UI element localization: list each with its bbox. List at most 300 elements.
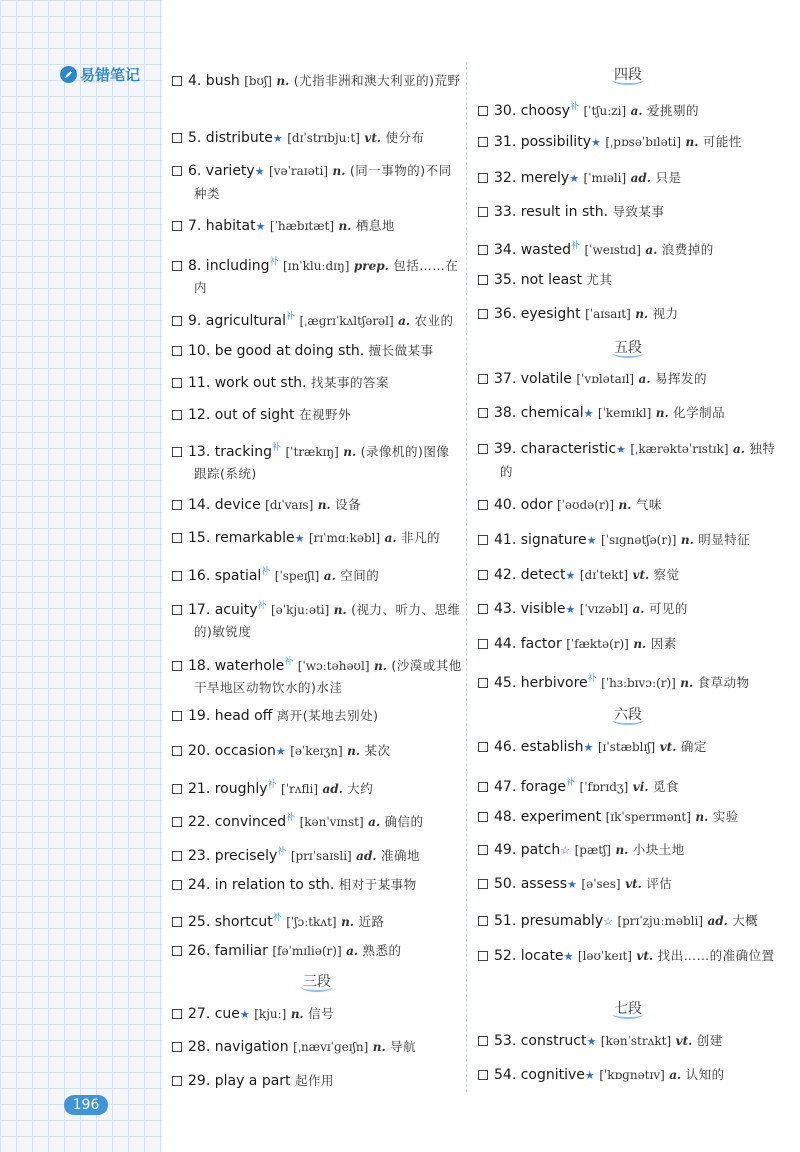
part-of-speech: n. (276, 74, 290, 88)
meaning: 可能性 (702, 134, 742, 149)
meaning: 离开(某地去别处) (276, 708, 379, 723)
meaning: 包括……在内 (194, 258, 459, 295)
vocab-word: 26. familiar (188, 943, 268, 959)
part-of-speech: vt. (675, 1034, 693, 1048)
vocab-word: 16. spatial (188, 568, 262, 584)
section-title: 六段 (614, 707, 642, 723)
column-divider (466, 62, 467, 1092)
vocab-entry (172, 740, 462, 763)
phonetic: [ləʊˈkeɪt] (577, 949, 632, 963)
part-of-speech: n. (680, 533, 694, 547)
vocab-entry (478, 494, 778, 516)
supplement-mark: 补 (571, 241, 581, 251)
section-title: 五段 (614, 340, 642, 356)
phonetic: [ˈfæktə(r)] (566, 637, 629, 651)
phonetic: [vəˈraɪəti] (269, 164, 329, 178)
part-of-speech: n. (341, 915, 354, 929)
checkbox[interactable] (172, 261, 182, 271)
supplement-mark: 补 (269, 257, 279, 267)
phonetic: [kənˈstrʌkt] (600, 1034, 672, 1048)
meaning: 空间的 (340, 568, 380, 583)
part-of-speech: a. (384, 531, 397, 545)
meaning: 农业的 (414, 313, 454, 328)
vocab-word: 32. merely (494, 170, 570, 186)
meaning: 准确地 (380, 848, 420, 863)
section-heading (478, 998, 778, 1018)
vocab-word: 54. cognitive (494, 1067, 585, 1083)
part-of-speech: n. (695, 810, 709, 824)
meaning: 确定 (680, 739, 707, 754)
part-of-speech: vt. (625, 877, 642, 891)
part-of-speech: a. (733, 442, 745, 456)
checkbox[interactable] (172, 946, 182, 956)
vocab-word: 20. occasion (188, 743, 276, 759)
supplement-mark: 补 (261, 567, 271, 577)
vocab-entry (172, 1070, 462, 1092)
phonetic: [dɪˈstrɪbjuːt] (287, 131, 360, 145)
vocab-entry (172, 437, 462, 485)
vocab-word: 25. shortcut (188, 914, 273, 930)
vocab-entry (478, 1064, 778, 1087)
phonetic: [pætʃ] (574, 843, 611, 857)
part-of-speech: n. (685, 135, 699, 149)
vocab-entry (172, 907, 462, 933)
part-of-speech: n. (615, 843, 629, 857)
logo-text: 易错笔记 (80, 66, 141, 84)
vocab-entry (172, 160, 462, 205)
checkbox[interactable] (172, 76, 182, 86)
star-icon: ★ (586, 1035, 597, 1048)
vocab-word: 29. play a part (188, 1073, 291, 1089)
vocab-entry (478, 1030, 778, 1053)
vocab-word: 6. variety (188, 163, 255, 179)
vocab-entry (172, 841, 462, 867)
vocab-entry (172, 1036, 462, 1058)
phonetic: [ˈvɪzəbl] (579, 602, 629, 616)
phonetic: [ˈwɔːtəhəʊl] (297, 659, 370, 673)
checkbox[interactable] (172, 571, 182, 581)
checkbox[interactable] (172, 746, 182, 756)
vocab-entry (172, 215, 462, 238)
checkbox[interactable] (172, 500, 182, 510)
meaning: 找某事的答案 (310, 375, 389, 390)
vocab-word: 7. habitat (188, 218, 256, 234)
vocab-entry (172, 306, 462, 332)
star-icon: ★ (255, 220, 266, 233)
meaning: 确信的 (384, 814, 424, 829)
vocab-entry (172, 940, 462, 962)
vocab-word: 22. convinced (188, 814, 287, 830)
vocab-entry (172, 807, 462, 833)
vocab-entry (478, 772, 778, 798)
meaning: 相对于某事物 (338, 877, 417, 892)
phonetic: [ˌnævɪˈɡeɪʃn] (293, 1040, 369, 1054)
meaning: 认知的 (685, 1067, 725, 1082)
phonetic: [ˌpɒsəˈbɪləti] (605, 135, 682, 149)
phonetic: [dɪˈtekt] (579, 568, 629, 582)
meaning: 某次 (364, 743, 391, 758)
phonetic: [fəˈmɪliə(r)] (272, 944, 342, 958)
meaning: 信号 (308, 1006, 335, 1021)
meaning: 导航 (390, 1039, 417, 1054)
part-of-speech: a. (368, 815, 381, 829)
vocab-word: 45. herbivore (494, 675, 588, 691)
vocab-entry (172, 494, 462, 516)
part-of-speech: a. (346, 944, 359, 958)
checkbox[interactable] (478, 245, 488, 255)
meaning: 只是 (655, 170, 682, 185)
vocab-word: 19. head off (188, 708, 273, 724)
star-icon: ☆ (603, 915, 613, 928)
meaning: (录像机的)图像跟踪(系统) (194, 444, 450, 481)
vocab-entry (478, 368, 778, 390)
part-of-speech: vt. (636, 949, 654, 963)
vocab-entry (172, 561, 462, 587)
section-heading (172, 971, 462, 991)
supplement-mark: 补 (284, 657, 294, 667)
vocab-entry (478, 598, 778, 621)
checkbox[interactable] (478, 879, 488, 889)
part-of-speech: vt. (364, 131, 382, 145)
phonetic: [ɪkˈsperɪmənt] (605, 810, 691, 824)
meaning: 近路 (358, 914, 385, 929)
checkbox[interactable] (478, 570, 488, 580)
part-of-speech: n. (343, 445, 357, 459)
vocab-word: 30. choosy (494, 103, 570, 119)
phonetic: [prɪˈsaɪsli] (290, 849, 352, 863)
page-number: 196 (64, 1095, 108, 1115)
vocab-word: 28. navigation (188, 1039, 289, 1055)
phonetic: [dɪˈvaɪs] (265, 498, 314, 512)
supplement-mark: 补 (277, 847, 287, 857)
vocab-word: 12. out of sight (188, 407, 295, 423)
meaning: 易挥发的 (654, 371, 707, 386)
phonetic: [ˈaɪsaɪt] (585, 307, 631, 321)
checkbox[interactable] (172, 166, 182, 176)
checkbox[interactable] (478, 916, 488, 926)
phonetic: [ˈkɒɡnətɪv] (599, 1068, 665, 1082)
meaning: 熟悉的 (362, 943, 402, 958)
meaning: 找出……的准确位置 (657, 948, 775, 963)
vocab-word: 44. factor (494, 636, 562, 652)
checkbox[interactable] (172, 133, 182, 143)
meaning: 化学制品 (673, 405, 726, 420)
vocab-word: 11. work out sth. (188, 375, 307, 391)
checkbox[interactable] (172, 1009, 182, 1019)
vocab-entry (478, 96, 778, 122)
vocab-word: 24. in relation to sth. (188, 877, 335, 893)
star-icon: ★ (272, 132, 283, 145)
vocab-entry (172, 774, 462, 800)
checkbox[interactable] (478, 106, 488, 116)
section-title: 三段 (303, 974, 331, 990)
meaning: (沙漠或其他干旱地区动物饮水的)水洼 (194, 658, 462, 695)
vocab-word: 5. distribute (188, 130, 273, 146)
part-of-speech: n. (317, 498, 331, 512)
checkbox[interactable] (478, 444, 488, 454)
part-of-speech: ad. (707, 914, 728, 928)
vocab-word: 43. visible (494, 601, 566, 617)
vocab-entry (172, 372, 462, 394)
meaning: 大约 (347, 781, 374, 796)
checkbox[interactable] (478, 951, 488, 961)
phonetic: [ˈweɪstɪd] (584, 243, 641, 257)
vocab-entry (478, 201, 778, 223)
meaning: 评估 (646, 876, 673, 891)
checkbox[interactable] (478, 1036, 488, 1046)
checkbox[interactable] (478, 812, 488, 822)
checkbox[interactable] (478, 374, 488, 384)
checkbox[interactable] (172, 711, 182, 721)
star-icon: ★ (565, 569, 576, 582)
vocab-word: 38. chemical (494, 405, 584, 421)
vocab-entry (478, 633, 778, 655)
part-of-speech: n. (655, 406, 669, 420)
checkbox[interactable] (478, 1070, 488, 1080)
phonetic: [ˌæɡrɪˈkʌltʃərəl] (299, 314, 394, 328)
vocab-entry (478, 303, 778, 325)
vocab-word: 40. odor (494, 497, 553, 513)
checkbox[interactable] (172, 316, 182, 326)
part-of-speech: n. (618, 498, 632, 512)
part-of-speech: n. (338, 219, 352, 233)
phonetic: [ˈvɒlətaɪl] (576, 372, 635, 386)
checkbox[interactable] (478, 742, 488, 752)
part-of-speech: ad. (630, 171, 651, 185)
pen-icon (60, 66, 77, 83)
checkbox[interactable] (172, 1076, 182, 1086)
supplement-mark: 补 (566, 778, 576, 788)
meaning: 视力 (652, 306, 679, 321)
vocab-word: 17. acuity (188, 602, 258, 618)
part-of-speech: a. (398, 314, 411, 328)
vocab-word: 39. characteristic (494, 441, 617, 457)
vocab-entry (478, 873, 778, 896)
phonetic: [ˈhæbɪtæt] (269, 219, 335, 233)
checkbox[interactable] (478, 137, 488, 147)
supplement-mark: 补 (272, 913, 282, 923)
meaning: 使分布 (385, 130, 425, 145)
checkbox[interactable] (478, 845, 488, 855)
checkbox[interactable] (172, 221, 182, 231)
vocab-word: 52. locate (494, 948, 564, 964)
vocab-entry (478, 806, 778, 828)
phonetic: [prɪˈzjuːməbli] (617, 914, 704, 928)
meaning: 大概 (732, 913, 759, 928)
part-of-speech: a. (630, 104, 643, 118)
supplement-mark: 补 (272, 443, 282, 453)
section-heading (478, 337, 778, 357)
vocab-word: 53. construct (494, 1033, 587, 1049)
vocab-entry (172, 404, 462, 426)
meaning: 小块土地 (632, 842, 685, 857)
part-of-speech: n. (332, 164, 346, 178)
star-icon: ★ (583, 407, 594, 420)
phonetic: [ˈrʌfli] (281, 782, 319, 796)
star-icon: ☆ (560, 844, 571, 857)
vocab-word: 42. detect (494, 567, 566, 583)
vocab-entry (478, 235, 778, 261)
checkbox[interactable] (172, 661, 182, 671)
checkbox[interactable] (478, 782, 488, 792)
phonetic: [rɪˈmɑːkəbl] (308, 531, 381, 545)
part-of-speech: a. (632, 602, 645, 616)
checkbox[interactable] (478, 207, 488, 217)
checkbox[interactable] (172, 533, 182, 543)
phonetic: [ˈfɒrɪdʒ] (579, 780, 629, 794)
checkbox[interactable] (172, 346, 182, 356)
star-icon: ★ (563, 950, 574, 963)
checkbox[interactable] (478, 408, 488, 418)
checkbox[interactable] (172, 784, 182, 794)
meaning: 独特的 (500, 441, 776, 479)
phonetic: [əˈkjuːəti] (271, 603, 330, 617)
vocab-word: 49. patch (494, 842, 561, 858)
vocab-word: 8. including (188, 258, 270, 274)
checkbox[interactable] (478, 500, 488, 510)
vocab-word: 21. roughly (188, 781, 268, 797)
vocab-word: 51. presumably (494, 913, 604, 929)
vocab-entry (478, 668, 778, 694)
checkbox[interactable] (172, 817, 182, 827)
part-of-speech: ad. (356, 849, 377, 863)
star-icon: ★ (569, 172, 580, 185)
phonetic: [ˌkærəktəˈrɪstɪk] (630, 442, 729, 456)
checkbox[interactable] (478, 678, 488, 688)
star-icon: ★ (294, 532, 305, 545)
meaning: (同一事物的)不同种类 (194, 163, 452, 201)
section-title: 四段 (614, 67, 642, 83)
part-of-speech: n. (347, 744, 361, 758)
meaning: 导致某事 (612, 204, 665, 219)
part-of-speech: n. (333, 603, 347, 617)
meaning: 食草动物 (697, 675, 750, 690)
meaning: 浪费掉的 (661, 242, 714, 257)
checkbox[interactable] (172, 605, 182, 615)
checkbox[interactable] (172, 851, 182, 861)
vocab-entry (478, 910, 778, 933)
part-of-speech: n. (635, 307, 649, 321)
checkbox[interactable] (478, 173, 488, 183)
vocab-word: 34. wasted (494, 242, 572, 258)
meaning: 气味 (635, 497, 662, 512)
meaning: 察觉 (653, 567, 680, 582)
phonetic: [ˈəʊdə(r)] (556, 498, 615, 512)
vocab-entry (172, 705, 462, 727)
vocab-entry (478, 131, 778, 154)
meaning: 觅食 (652, 779, 679, 794)
phonetic: [kjuː] (254, 1007, 287, 1021)
vocab-entry (172, 70, 462, 92)
checkbox[interactable] (478, 639, 488, 649)
meaning: 擅长做某事 (368, 343, 434, 358)
checkbox[interactable] (478, 275, 488, 285)
phonetic: [ˈkemɪkl] (597, 406, 652, 420)
vocab-entry (478, 564, 778, 587)
supplement-mark: 补 (570, 102, 580, 112)
vocab-entry (172, 527, 462, 550)
vocab-word: 13. tracking (188, 444, 272, 460)
star-icon: ★ (616, 443, 626, 456)
part-of-speech: n. (680, 676, 694, 690)
vocab-entry (478, 402, 778, 425)
part-of-speech: vi. (632, 780, 649, 794)
part-of-speech: a. (669, 1068, 682, 1082)
meaning: (尤指非洲和澳大利亚的)荒野 (293, 73, 461, 88)
star-icon: ★ (586, 534, 597, 547)
supplement-mark: 补 (257, 601, 267, 611)
part-of-speech: n. (633, 637, 647, 651)
meaning: 在视野外 (298, 407, 351, 422)
checkbox[interactable] (172, 1042, 182, 1052)
meaning: 因素 (650, 636, 677, 651)
notebook-logo (60, 64, 140, 85)
supplement-mark: 补 (286, 813, 296, 823)
vocab-word: 35. not least (494, 272, 582, 288)
meaning: 尤其 (586, 272, 613, 287)
star-icon: ★ (254, 165, 265, 178)
part-of-speech: n. (372, 1040, 386, 1054)
vocab-word: 15. remarkable (188, 530, 295, 546)
vocab-entry (478, 269, 778, 291)
section-heading (478, 64, 778, 84)
vocab-word: 31. possibility (494, 134, 591, 150)
star-icon: ★ (584, 1069, 595, 1082)
vocab-entry (172, 127, 462, 150)
vocab-entry (478, 529, 778, 552)
meaning: 创建 (696, 1033, 723, 1048)
vocab-entry (478, 945, 778, 968)
star-icon: ★ (590, 136, 601, 149)
phonetic: [ˈmɪəli] (583, 171, 627, 185)
part-of-speech: prep. (353, 259, 389, 273)
vocab-word: 41. signature (494, 532, 587, 548)
checkbox[interactable] (478, 309, 488, 319)
phonetic: [ɪnˈkluːdɪŋ] (283, 259, 350, 273)
part-of-speech: a. (638, 372, 651, 386)
phonetic: [ɪˈstæblɪʃ] (597, 740, 656, 754)
phonetic: [ˈsɪɡnətʃə(r)] (601, 533, 677, 547)
phonetic: [ˈspeɪʃl] (274, 569, 320, 583)
meaning: 明显特征 (698, 532, 751, 547)
star-icon: ★ (583, 741, 594, 754)
vocab-entry (172, 251, 462, 299)
phonetic: [bʊʃ] (244, 74, 272, 88)
checkbox[interactable] (172, 880, 182, 890)
phonetic: [ˈʃɔːtkʌt] (286, 915, 337, 929)
checkbox[interactable] (172, 410, 182, 420)
meaning: 非凡的 (401, 530, 441, 545)
vocab-entry (172, 340, 462, 362)
part-of-speech: a. (323, 569, 336, 583)
vocab-word: 4. bush (188, 73, 240, 89)
meaning: 设备 (335, 497, 362, 512)
checkbox[interactable] (172, 378, 182, 388)
meaning: 爱挑剔的 (647, 103, 700, 118)
part-of-speech: a. (645, 243, 658, 257)
supplement-mark: 补 (285, 312, 295, 322)
vocab-word: 47. forage (494, 779, 567, 795)
checkbox[interactable] (172, 917, 182, 927)
phonetic: [kənˈvɪnst] (299, 815, 364, 829)
meaning: 可见的 (648, 601, 688, 616)
vocab-entry (172, 651, 462, 699)
checkbox[interactable] (478, 604, 488, 614)
vocab-word: 36. eyesight (494, 306, 581, 322)
checkbox[interactable] (478, 535, 488, 545)
checkbox[interactable] (172, 447, 182, 457)
vocab-word: 14. device (188, 497, 261, 513)
